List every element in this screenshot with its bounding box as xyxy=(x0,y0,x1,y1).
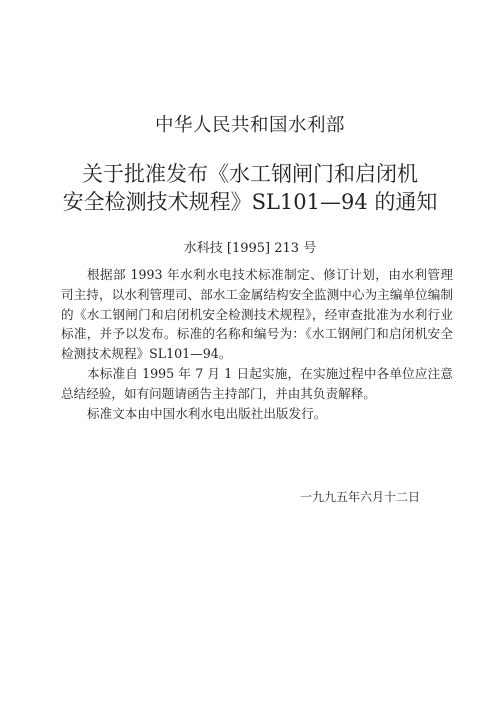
issuing-ministry: 中华人民共和国水利部 xyxy=(154,115,345,136)
body-paragraph: 根据部 1993 年水利水电技术标准制定、修订计划，由水利管理司主持，以水利管理司、部水工金属结构安全监测中心为主编单位编制的《水工钢闸门和启闭机安全检测技术规程》，经审查批准为水利行业标准，并予以发布。标准的名称和编号为：《水工钢闸门和启闭机安全检测技术规程》SL101—94。 xyxy=(61,267,453,362)
notice-body xyxy=(61,265,453,423)
notice-title-line-1: 关于批准发布《水工钢闸门和启闭机 xyxy=(82,162,418,186)
notice-title-line-2: 安全检测技术规程》SL101—94 的通知 xyxy=(62,190,438,214)
issue-date: 一九九五年六月十二日 xyxy=(300,490,421,504)
body-paragraph: 标准文本由中国水利水电出版社出版发行。 xyxy=(87,405,327,421)
document-number: 水科技 [1995] 213 号 xyxy=(183,241,317,256)
notice-title xyxy=(0,160,500,216)
body-paragraph: 本标准自 1995 年 7 月 1 日起实施，在实施过程中各单位应注意总结经验，如有问题请函告主持部门，并由其负责解释。 xyxy=(61,365,453,401)
